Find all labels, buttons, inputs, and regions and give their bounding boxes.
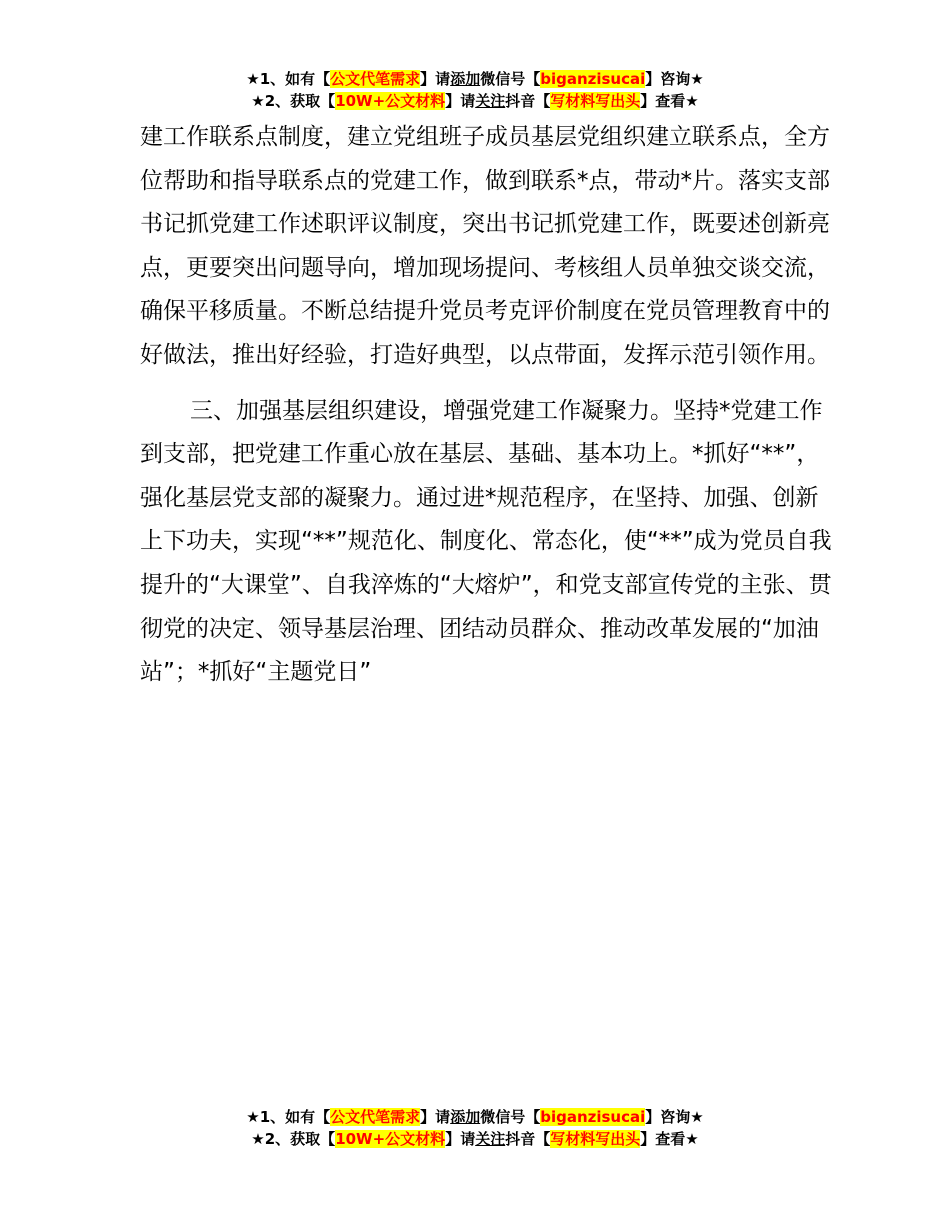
header-banner <box>0 68 950 112</box>
header-line-1 <box>0 68 950 90</box>
footer-banner <box>0 1106 950 1150</box>
header-line-2-prefix: ★2、获取【 <box>251 92 336 110</box>
header-highlight-materials: 10W+公文材料 <box>335 92 446 110</box>
header-line-2 <box>0 90 950 112</box>
header-highlight-service: 公文代笔需求 <box>330 70 421 88</box>
footer-highlight-materials: 10W+公文材料 <box>335 1130 446 1148</box>
footer-line-1-prefix: ★1、如有【 <box>246 1108 331 1126</box>
header-line-2-douyin-label: 抖音【 <box>505 92 551 110</box>
header-line-1-prefix: ★1、如有【 <box>246 70 331 88</box>
header-line-1-text: 】请 <box>420 70 451 88</box>
footer-line-1-suffix: 】咨询★ <box>645 1108 704 1126</box>
footer-line-1-wechat-label: 微信号【 <box>480 1108 541 1126</box>
header-line-1-wechat-label: 微信号【 <box>480 70 541 88</box>
header-highlight-douyin-id: 写材料写出头 <box>550 92 641 110</box>
footer-highlight-douyin-id: 写材料写出头 <box>550 1130 641 1148</box>
footer-line-2-suffix: 】查看★ <box>640 1130 699 1148</box>
footer-underlined-add: 添加 <box>450 1108 481 1126</box>
header-underlined-add: 添加 <box>450 70 481 88</box>
paragraph-2: 三、加强基层组织建设，增强党建工作凝聚力。坚持*党建工作到支部，把党建工作重心放在基层、基础、基本功上。*抓好“**”，强化基层党支部的凝聚力。通过进*规范程序，在坚持、加强、创新上下功夫，实现“**”规范化、制度化、常态化，使“**”成为党员自我提升的“大课堂”、自我淬炼的“大熔炉”，和党支部宣传党的主张、贯彻党的决定、领导基层治理、团结动员群众、推动改革发展的“加油站”；*抓好“主题党日” <box>140 397 832 686</box>
footer-highlight-service: 公文代笔需求 <box>330 1108 421 1126</box>
footer-line-1 <box>0 1106 950 1128</box>
header-highlight-wechat-id: biganzisucai <box>540 70 646 88</box>
footer-line-2-prefix: ★2、获取【 <box>251 1130 336 1148</box>
header-line-2-text: 】请 <box>445 92 476 110</box>
footer-underlined-follow: 关注 <box>475 1130 506 1148</box>
header-line-1-suffix: 】咨询★ <box>645 70 704 88</box>
footer-line-2 <box>0 1128 950 1150</box>
document-body <box>140 116 840 695</box>
header-line-2-suffix: 】查看★ <box>640 92 699 110</box>
header-underlined-follow: 关注 <box>475 92 506 110</box>
footer-highlight-wechat-id: biganzisucai <box>540 1108 646 1126</box>
footer-line-2-text: 】请 <box>445 1130 476 1148</box>
footer-line-2-douyin-label: 抖音【 <box>505 1130 551 1148</box>
paragraph-1: 建工作联系点制度，建立党组班子成员基层党组织建立联系点，全方位帮助和指导联系点的党建工作，做到联系*点，带动*片。落实支部书记抓党建工作述职评议制度，突出书记抓党建工作，既要述创新亮点，更要突出问题导向，增加现场提问、考核组人员单独交谈交流，确保平移质量。不断总结提升党员考克评价制度在党员管理教育中的好做法，推出好经验，打造好典型，以点带面，发挥示范引领作用。 <box>140 124 830 368</box>
footer-line-1-text: 】请 <box>420 1108 451 1126</box>
